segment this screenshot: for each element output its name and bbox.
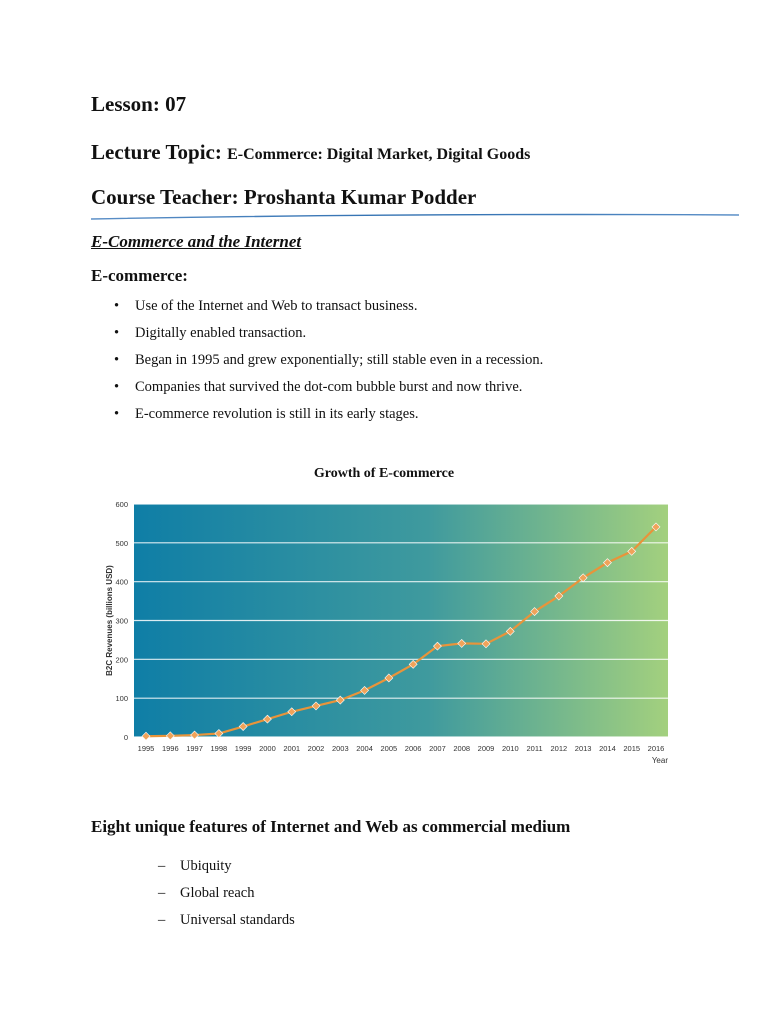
x-tick-label: 2010 bbox=[501, 744, 519, 753]
x-tick-label: 2008 bbox=[453, 744, 471, 753]
list-item: • Use of the Internet and Web to transact business. bbox=[114, 296, 543, 323]
x-tick-label: 2013 bbox=[574, 744, 592, 753]
ecommerce-heading: E-commerce: bbox=[91, 266, 188, 285]
y-tick-label: 200 bbox=[115, 655, 128, 665]
x-tick-label: 2001 bbox=[283, 744, 301, 753]
y-tick-label: 400 bbox=[115, 577, 128, 587]
y-axis-label: B2C Revenues (billions USD) bbox=[105, 565, 114, 676]
x-tick-label: 2003 bbox=[331, 744, 349, 753]
lecture-topic-value: E-Commerce: Digital Market, Digital Goods bbox=[227, 146, 531, 163]
chart-title: Growth of E-commerce bbox=[313, 466, 455, 481]
lecture-topic bbox=[91, 140, 530, 165]
features-heading: Eight unique features of Internet and Web as commercial medium bbox=[91, 817, 571, 836]
x-tick-label: 2012 bbox=[550, 744, 568, 753]
list-item: • E-commerce revolution is still in its early stages. bbox=[114, 404, 543, 431]
course-teacher: Course Teacher: Proshanta Kumar Podder bbox=[91, 185, 477, 209]
list-item: – Global reach bbox=[158, 883, 295, 910]
list-item: – Ubiquity bbox=[158, 856, 295, 883]
growth-chart bbox=[100, 494, 700, 774]
list-item: • Digitally enabled transaction. bbox=[114, 323, 543, 350]
x-tick-label: 1999 bbox=[234, 744, 252, 753]
x-tick-label: 1995 bbox=[137, 744, 155, 753]
lecture-topic-label: Lecture Topic: bbox=[91, 140, 222, 164]
x-tick-label: 1998 bbox=[210, 744, 228, 753]
y-tick-label: 600 bbox=[115, 500, 128, 509]
x-tick-label: 2005 bbox=[380, 744, 398, 753]
x-tick-label: 1997 bbox=[186, 744, 203, 753]
y-tick-label: 0 bbox=[123, 733, 128, 742]
ecommerce-bullet-list bbox=[114, 296, 543, 431]
section-title: E-Commerce and the Internet bbox=[91, 232, 302, 251]
x-tick-label: 2007 bbox=[429, 744, 446, 753]
list-item: • Began in 1995 and grew exponentially; still stable even in a recession. bbox=[114, 350, 543, 377]
features-list bbox=[158, 856, 295, 937]
x-axis-label: Year bbox=[651, 756, 668, 765]
y-tick-label: 300 bbox=[115, 616, 128, 626]
header-divider bbox=[91, 213, 739, 221]
x-tick-label: 2009 bbox=[477, 744, 495, 753]
x-tick-label: 2014 bbox=[599, 744, 616, 753]
x-tick-label: 2016 bbox=[647, 744, 665, 753]
x-tick-label: 2002 bbox=[307, 744, 325, 753]
y-tick-label: 100 bbox=[115, 694, 128, 704]
growth-chart-svg bbox=[100, 494, 700, 774]
x-tick-label: 2006 bbox=[404, 744, 422, 753]
x-tick-label: 1996 bbox=[161, 744, 179, 753]
x-tick-label: 2000 bbox=[259, 744, 276, 753]
list-item: – Universal standards bbox=[158, 910, 295, 937]
y-tick-label: 500 bbox=[115, 538, 128, 548]
x-tick-label: 2004 bbox=[356, 744, 373, 753]
lesson-number: Lesson: 07 bbox=[91, 92, 187, 116]
x-tick-label: 2011 bbox=[526, 744, 543, 753]
list-item: • Companies that survived the dot-com bubble burst and now thrive. bbox=[114, 377, 543, 404]
x-tick-label: 2015 bbox=[623, 744, 641, 753]
